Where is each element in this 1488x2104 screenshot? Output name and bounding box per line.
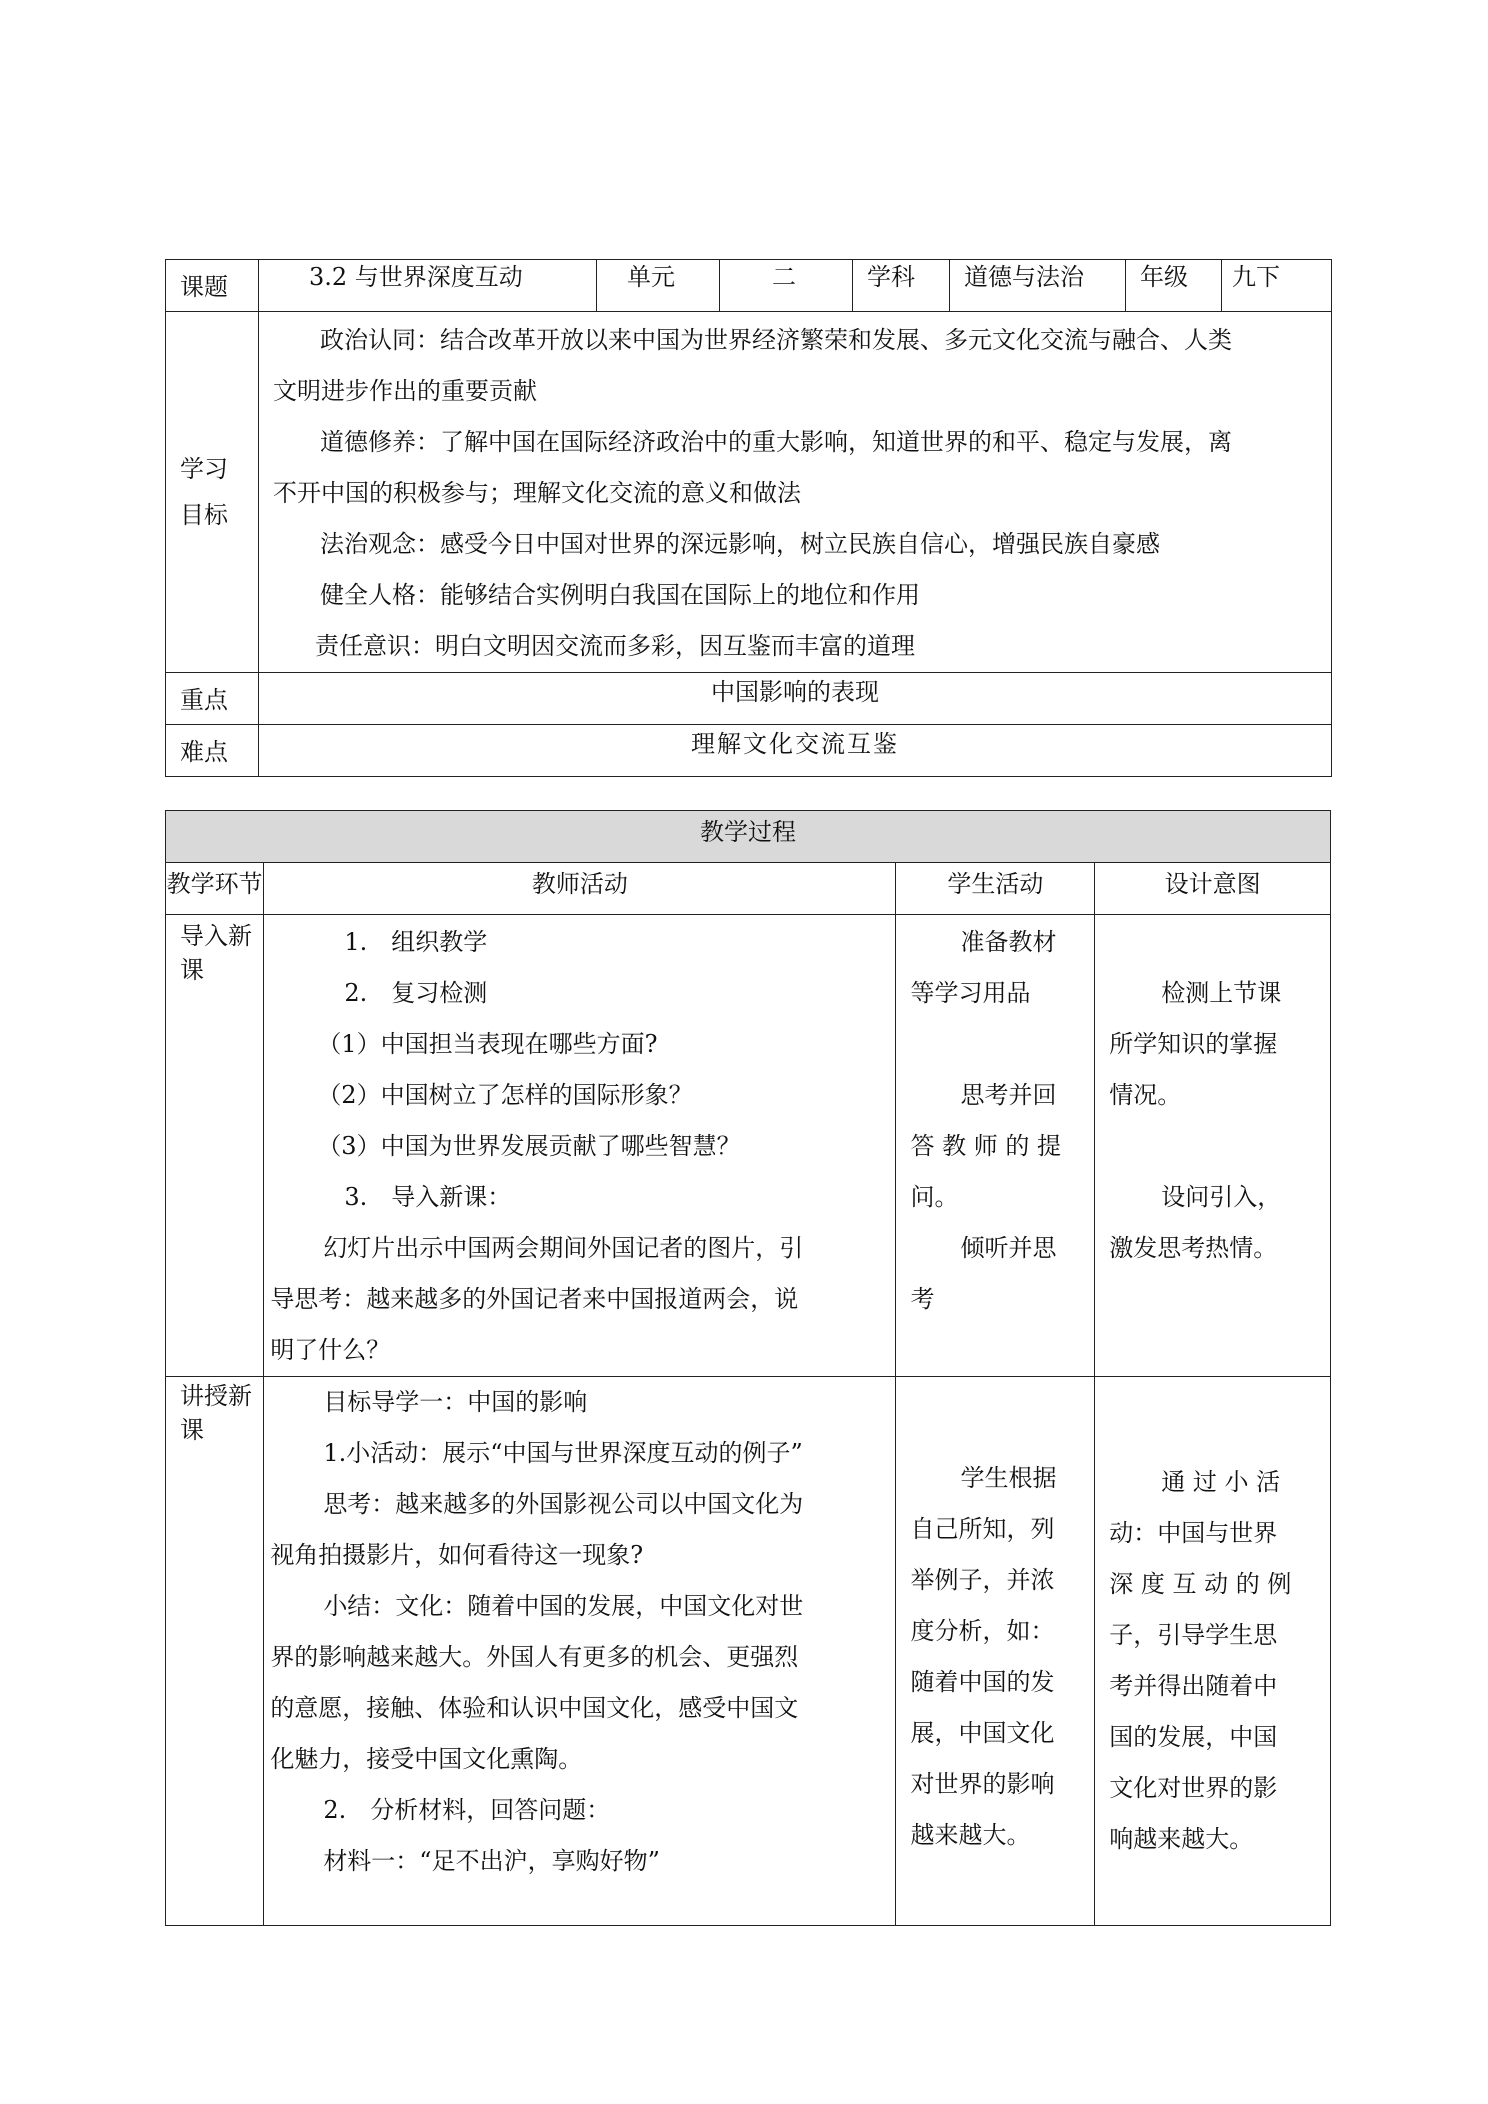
teacher-line: 视角拍摄影片，如何看待这一现象?: [270, 1541, 644, 1569]
student-line: 随着中国的发: [910, 1668, 1055, 1696]
key-label: 重点: [180, 686, 228, 714]
difficulty-value-cell: [259, 725, 1332, 777]
header-intent: [1095, 863, 1331, 915]
student-line: 倾听并思: [960, 1234, 1057, 1262]
student-line: 举例子，并浓: [910, 1566, 1055, 1594]
teacher-line: 导思考：越来越多的外国记者来中国报道两会，说: [270, 1285, 799, 1313]
intent-line: 文化对世界的影: [1109, 1774, 1278, 1802]
subject-label-cell: [853, 260, 950, 312]
unit-value: 二: [772, 263, 796, 291]
objectives-label-line1: 学习: [180, 455, 228, 483]
teaching-process-table: [165, 810, 1331, 1926]
objective-line: 政治认同：结合改革开放以来中国为世界经济繁荣和发展、多元文化交流与融合、人类: [320, 326, 1232, 354]
grade-label-cell: [1126, 260, 1222, 312]
teacher-line: 1. 组织教学: [344, 928, 488, 956]
key-value-cell: [259, 673, 1332, 725]
lesson-info-table: [165, 259, 1332, 777]
intent-line: 国的发展，中国: [1109, 1723, 1278, 1751]
student-line: 思考并回: [960, 1081, 1057, 1109]
subject-label: 学科: [867, 263, 915, 291]
teacher-line: 目标导学一：中国的影响: [323, 1388, 588, 1416]
row2-stage: 讲授新课: [180, 1382, 252, 1444]
row1-stage: 导入新课: [180, 922, 252, 984]
process-title: 教学过程: [700, 818, 796, 846]
teacher-line: （2）中国树立了怎样的国际形象？: [317, 1081, 693, 1109]
student-line: 自己所知，列: [910, 1515, 1055, 1543]
intent-line: 所学知识的掌握: [1109, 1030, 1278, 1058]
objective-line: 文明进步作出的重要贡献: [273, 377, 537, 405]
teacher-line: 2. 复习检测: [344, 979, 488, 1007]
header-intent-label: 设计意图: [1164, 870, 1261, 898]
teacher-line: （3）中国为世界发展贡献了哪些智慧？: [317, 1132, 741, 1160]
intent-line: 通 过 小 活: [1161, 1468, 1281, 1496]
subject-value: 道德与法治: [964, 263, 1084, 291]
teacher-line: 化魅力，接受中国文化熏陶。: [270, 1745, 583, 1773]
teacher-line: 2. 分析材料，回答问题：: [323, 1796, 611, 1824]
row1-stage-cell: [166, 915, 264, 1377]
student-line: 考: [910, 1285, 935, 1313]
unit-label: 单元: [627, 263, 675, 291]
objectives-label-cell: [166, 312, 259, 673]
table-row: [166, 1377, 1331, 1926]
student-line: 问。: [910, 1183, 959, 1211]
objective-line: 道德修养：了解中国在国际经济政治中的重大影响，知道世界的和平、稳定与发展，离: [320, 428, 1232, 456]
header-stage-label: 教学环节: [166, 870, 263, 898]
student-line: 度分析，如：: [910, 1617, 1055, 1645]
row2-teacher-cell: [264, 1377, 896, 1926]
key-label-cell: [166, 673, 259, 725]
row1-intent-cell: [1095, 915, 1331, 1377]
grade-value-cell: [1222, 260, 1332, 312]
difficulty-value: 理解文化交流互鉴: [691, 730, 899, 758]
teacher-line: 1.小活动：展示“中国与世界深度互动的例子”: [323, 1439, 803, 1467]
subject-value-cell: [950, 260, 1126, 312]
teacher-line: 明了什么？: [270, 1336, 391, 1364]
objective-line: 不开中国的积极参与；理解文化交流的意义和做法: [273, 479, 801, 507]
intent-line: 子，引导学生思: [1109, 1621, 1278, 1649]
intent-line: 激发思考热情。: [1109, 1234, 1278, 1262]
teacher-line: （1）中国担当表现在哪些方面?: [317, 1030, 658, 1058]
student-line: 展，中国文化: [910, 1719, 1055, 1747]
teacher-line: 的意愿，接触、体验和认识中国文化，感受中国文: [270, 1694, 799, 1722]
intent-line: 动：中国与世界: [1109, 1519, 1278, 1547]
student-line: 对世界的影响: [910, 1770, 1055, 1798]
intent-line: 情况。: [1109, 1081, 1182, 1109]
header-student: [896, 863, 1095, 915]
objectives-cell: [259, 312, 1332, 673]
row1-student-cell: [896, 915, 1095, 1377]
objective-line: 责任意识：明白文明因交流而多彩，因互鉴而丰富的道理: [315, 632, 915, 660]
teacher-line: 幻灯片出示中国两会期间外国记者的图片，引: [323, 1234, 804, 1262]
header-teacher-label: 教师活动: [531, 870, 628, 898]
row2-student-cell: [896, 1377, 1095, 1926]
topic-label: 课题: [180, 273, 228, 301]
row1-teacher-cell: [264, 915, 896, 1377]
topic-value-cell: [259, 260, 597, 312]
objectives-label-line2: 目标: [180, 501, 228, 529]
grade-value: 九下: [1232, 263, 1280, 291]
teacher-line: 界的影响越来越大。外国人有更多的机会、更强烈: [270, 1643, 799, 1671]
student-line: 准备教材: [960, 928, 1057, 956]
difficulty-label-cell: [166, 725, 259, 777]
key-value: 中国影响的表现: [711, 678, 879, 706]
header-stage: [166, 863, 264, 915]
teacher-line: 3. 导入新课：: [344, 1183, 512, 1211]
student-line: 越来越大。: [910, 1821, 1031, 1849]
student-line: 等学习用品: [910, 979, 1031, 1007]
topic-value: 3.2 与世界深度互动: [309, 263, 523, 291]
intent-line: 响越来越大。: [1109, 1825, 1254, 1853]
row2-intent-cell: [1095, 1377, 1331, 1926]
intent-line: 深 度 互 动 的 例: [1109, 1570, 1292, 1598]
objective-line: 健全人格：能够结合实例明白我国在国际上的地位和作用: [320, 581, 920, 609]
header-teacher: [264, 863, 896, 915]
teacher-line: 思考：越来越多的外国影视公司以中国文化为: [323, 1490, 804, 1518]
intent-line: 检测上节课: [1161, 979, 1282, 1007]
process-title-cell: [166, 811, 1331, 863]
intent-line: 考并得出随着中: [1109, 1672, 1278, 1700]
teacher-line: 小结：文化：随着中国的发展，中国文化对世: [323, 1592, 804, 1620]
row2-stage-cell: [166, 1377, 264, 1926]
unit-value-cell: [720, 260, 853, 312]
intent-line: 设问引入，: [1161, 1183, 1282, 1211]
unit-label-cell: [597, 260, 720, 312]
difficulty-label: 难点: [180, 738, 228, 766]
topic-label-cell: [166, 260, 259, 312]
table-row: [166, 915, 1331, 1377]
grade-label: 年级: [1140, 263, 1188, 291]
header-student-label: 学生活动: [947, 870, 1044, 898]
objective-line: 法治观念：感受今日中国对世界的深远影响，树立民族自信心，增强民族自豪感: [320, 530, 1160, 558]
student-line: 学生根据: [960, 1464, 1057, 1492]
teacher-line: 材料一：“足不出沪，享购好物”: [323, 1847, 660, 1875]
student-line: 答 教 师 的 提: [910, 1132, 1061, 1160]
